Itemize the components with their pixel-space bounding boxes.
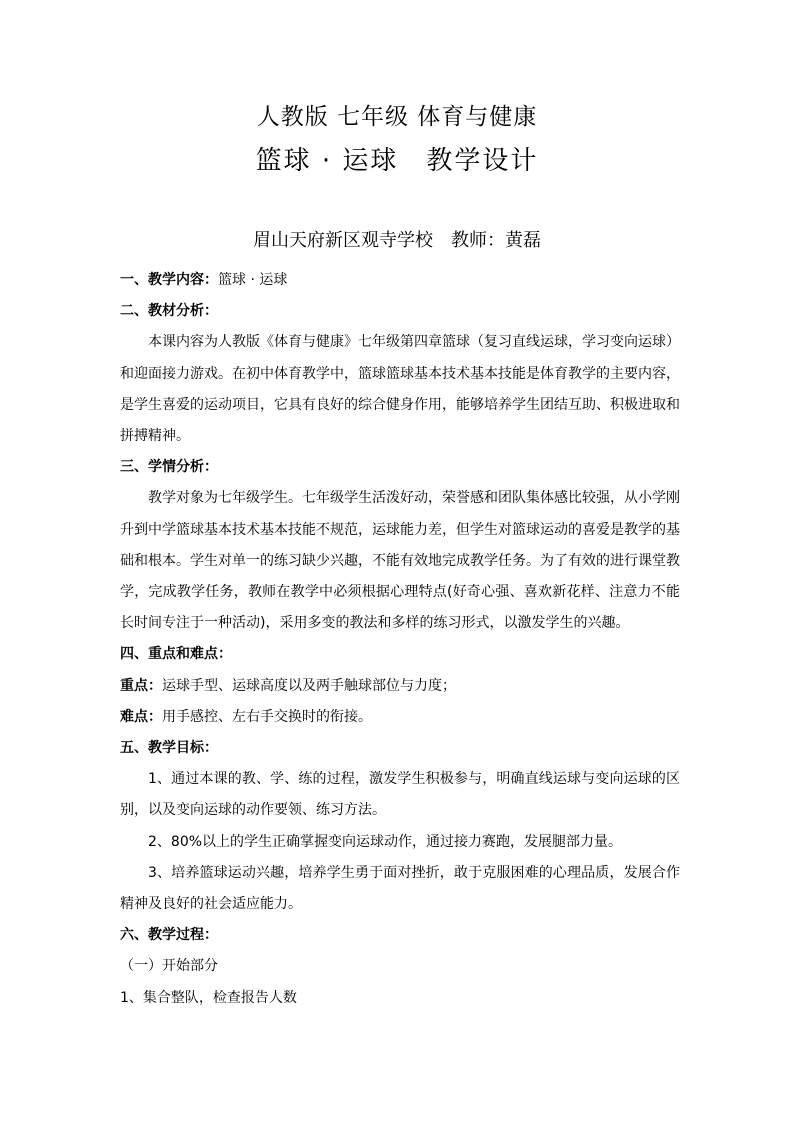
key-point-line — [120, 671, 680, 702]
goal-item-3: 3、培养篮球运动兴趣，培养学生勇于面对挫折，敢于克服困难的心理品质，发展合作精神及良好的社会适应能力。 — [120, 864, 680, 913]
goal-item-2: 2、80%以上的学生正确掌握变向运球动作，通过接力赛跑，发展腿部力量。 — [148, 833, 623, 850]
learner-analysis-paragraph: 教学对象为七年级学生。七年级学生活泼好动，荣誉感和团队集体感比较强，从小学刚升到中学篮球基本技术基本技能不规范，运球能力差，但学生对篮球运动的喜爱是教学的基础和根本。学生对单一的练习缺少兴趣，不能有效地完成教学任务。为了有效的进行课堂教学，完成教学任务，教师在教学中必须根据心理特点(好奇心强、喜欢新花样、注意力不能长时间专注于一种活动)，采用多变的教法和多样的练习形式，以激发学生的兴趣。 — [120, 490, 680, 632]
difficult-point-label: 难点： — [120, 708, 162, 725]
process-part-heading: （一）开始部分 — [120, 958, 218, 975]
section-heading: 六、教学过程： — [120, 927, 218, 944]
process-step-1: 1、集合整队，检查报告人数 — [120, 989, 297, 1006]
school-teacher-line: 眉山天府新区观寺学校 教师：黄磊 — [253, 230, 541, 251]
section-teaching-content — [120, 265, 680, 296]
goal-item-1: 1、通过本课的教、学、练的过程，激发学生积极参与，明确直线运球与变向运球的区别，以及变向运球的动作要领、练习方法。 — [120, 771, 680, 819]
material-analysis-paragraph: 本课内容为人教版《体育与健康》七年级第四章篮球（复习直线运球，学习变向运球）和迎面接力游戏。在初中体育教学中，篮球篮球基本技术基本技能是体育教学的主要内容，是学生喜爱的运动项目，它具有良好的综合健身作用，能够培养学生团结互助、积极进取和拼搏精神。 — [120, 334, 680, 445]
key-point-text: 运球手型、运球高度以及两手触球部位与力度； — [162, 677, 456, 694]
document-title-line1: 人教版 七年级 体育与健康 — [256, 104, 538, 130]
difficult-point-line — [120, 702, 680, 733]
difficult-point-text: 用手感控、左右手交换时的衔接。 — [162, 708, 372, 725]
teaching-content-value: 篮球 · 运球 — [218, 272, 288, 288]
section-heading: 五、教学目标： — [120, 740, 218, 757]
section-heading: 一、教学内容： — [120, 272, 218, 288]
section-heading: 二、教材分析： — [120, 303, 218, 320]
section-heading: 四、重点和难点： — [120, 646, 232, 663]
document-body — [120, 265, 680, 1014]
key-point-label: 重点： — [120, 677, 162, 694]
document-title-line2: 篮球 · 运球 教学设计 — [255, 146, 539, 176]
section-heading: 三、学情分析： — [120, 459, 218, 476]
